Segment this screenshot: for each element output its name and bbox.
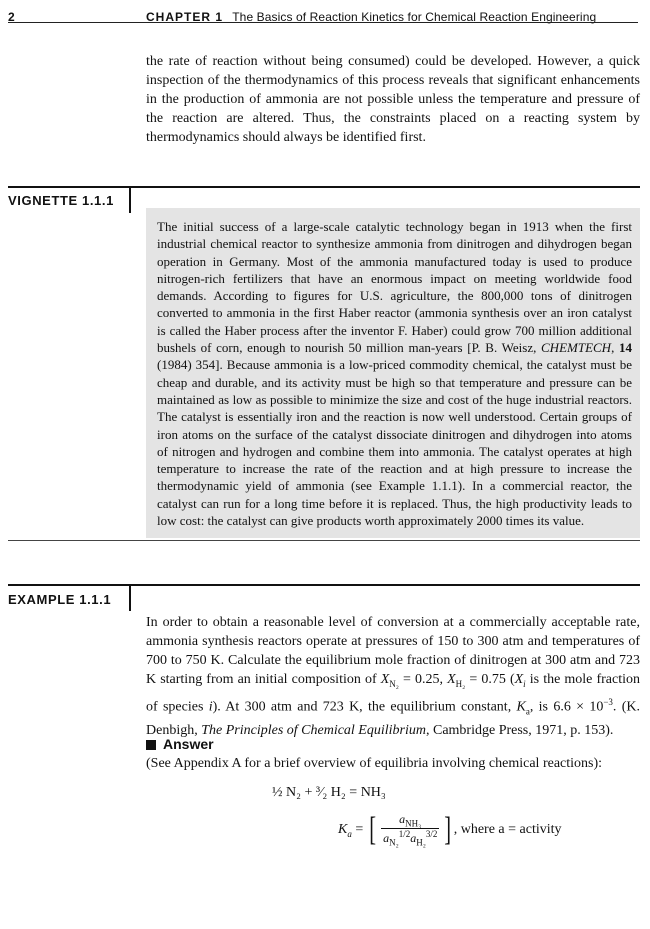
- equilibrium-constant-equation: $K_a$ = [ $\frac{a_{NH_3}}{a_{N_2}^{1/2}a_{H_2}^{3/2}}$ ] , where a = activity: [338, 810, 562, 848]
- chapter-label: CHAPTER 1: [146, 10, 224, 24]
- chapter-title: The Basics of Reaction Kinetics for Chemical Reaction Engineering: [232, 10, 597, 24]
- reaction-equation: ½ N₂ + ³⁄₂ H₂ = NH₃: [272, 785, 386, 800]
- answer-heading: Answer: [146, 736, 214, 752]
- vignette-label-divider: [129, 187, 131, 213]
- example-label: EXAMPLE 1.1.1: [8, 592, 112, 607]
- vignette-bottom-rule: [8, 540, 640, 541]
- example-label-divider: [129, 585, 131, 611]
- vignette-top-rule: [8, 186, 640, 188]
- book-title: The Principles of Chemical Equilibrium: [201, 722, 426, 738]
- page-number: 2: [8, 10, 15, 24]
- vignette-text: The initial success of a large-scale catalytic technology began in 1913 when the first industrial chemical reactor to synthesize ammonia from dinitrogen and dihydrogen began operation in Germany. Most of the ammonia manufactured today is used to produce nitrogen-rich fertilizers that have an enormous impact on meeting worldwide food demands. According to figures for U.S. agriculture, the 800,000 tons of dinitrogen converted to ammonia in the first Haber reactor (ammonia synthesis over an iron catalyst is called the Haber process after the inventor F. Haber) could grow 700 million additional bushels of corn, enough to nourish 50 million man-years [P. B. Weisz, CHEMTECH, 14 (1984) 354]. Because ammonia is a low-priced commodity chemical, the catalyst must be cheap and durable, and its activity must be high so that temperature and pressure can be maintained as low as possible to minimize the size and cost of the huge industrial reactors. The catalyst is essentially iron and the reaction is now well understood. Certain groups of iron atoms on the surface of the catalyst dissociate dinitrogen and dihydrogen into atoms of nitrogen and hydrogen and combine them into ammonia. The catalyst operates at high temperature to increase the rate of the reaction and at high pressure to increase the thermodynamic yield of ammonia (see Example 1.1.1). In a commercial reactor, the catalyst can run for a long time before it is replaced. Thus, the high productivity leads to low cost: the catalyst can give products worth approximately 2000 times its value.: [157, 219, 632, 529]
- header-rule: [8, 22, 638, 23]
- citation-journal: CHEMTECH: [541, 340, 612, 356]
- activity-fraction: $\frac{a_{NH_3}}{a_{N_2}^{1/2}a_{H_2}^{3/2}}$: [383, 812, 438, 848]
- square-bullet-icon: [146, 740, 156, 750]
- left-bracket-icon: [: [369, 810, 376, 848]
- example-problem-text: In order to obtain a reasonable level of conversion at a commercially acceptable rate, ammonia synthesis reactors operate at pressures of 150 to 300 atm and temperatures of 700 to 750 K. Calculate the equilibrium mole fraction of dinitrogen at 300 atm and 723 K starting from an initial composition of $X_{N_2} = 0.25$, $X_{H_2} = 0.75$ ($X_i$ is the mole fraction of species i). At 300 atm and 723 K, the equilibrium constant, $K_a$, is $6.6 \times 10^{-3}$. (K. Denbigh, The Principles of Chemical Equilibrium, Cambridge Press, 1971, p. 153).: [146, 615, 641, 738]
- example-top-rule: [8, 584, 640, 586]
- citation-volume: 14: [619, 340, 632, 356]
- intro-paragraph: the rate of reaction without being consumed) could be developed. However, a quick inspection of the thermodynamics of this process reveals that significant enhancements in the production of ammonia are not possible unless the temperature and pressure of the reaction are altered. Thus, the constraints placed on a reacting system by thermodynamics should always be identified first.: [146, 54, 640, 145]
- answer-subtext: (See Appendix A for a brief overview of equilibria involving chemical reactions):: [146, 756, 603, 771]
- vignette-label: VIGNETTE 1.1.1: [8, 193, 114, 208]
- right-bracket-icon: ]: [444, 810, 452, 848]
